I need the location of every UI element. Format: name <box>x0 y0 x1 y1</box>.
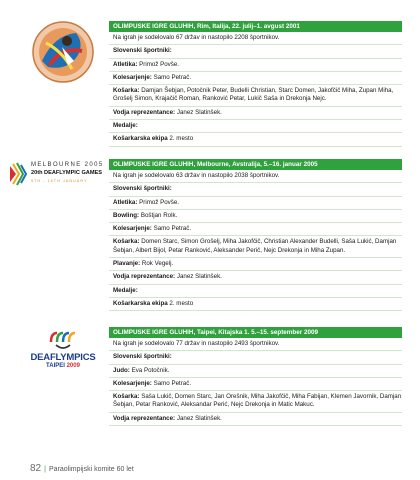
sport-row: Atletika: Primož Povše. <box>109 197 402 210</box>
games-section-rome-2001 <box>109 21 402 147</box>
sport-row: Bowling: Boštjan Rolk. <box>109 210 402 223</box>
sport-row: Judo: Eva Potočnik. <box>109 365 402 378</box>
sport-row: Plavanje: Rok Vegelj. <box>109 258 402 271</box>
medals-label: Medalje: <box>109 120 402 133</box>
games-section-melbourne-2005 <box>109 159 402 311</box>
sport-row: Košarka: Saša Lukič, Domen Starc, Jan Orešnik, Miha Jakofčič, Miha Fabijan, Klemen Javornik, Damjan Šebjan, Petar Ranković, Aleksandar Perić, Nejc Drekonja in Matic Makuc. <box>109 391 402 413</box>
taipei-logo-city: TAIPEI <box>46 363 67 369</box>
medal-row: Košarkarska ekipa 2. mesto <box>109 133 402 146</box>
sport-row: Kolesarjenje: Samo Petrač. <box>109 72 402 85</box>
page-number: 82 <box>30 463 42 474</box>
section-header: OLIMPUSKE IGRE GLUHIH, Rim, Italija, 22. julij–1. avgust 2001 <box>109 21 402 32</box>
taipei-logo-title: DEAFLYMPICS <box>30 352 96 363</box>
taipei-logo-subtitle <box>28 363 98 369</box>
page-footer <box>30 463 134 474</box>
footer-text: Paraolimpijski komite 60 let <box>48 466 134 473</box>
melbourne-logo-line3: 5TH - 16TH JANUARY <box>31 179 88 183</box>
section-header: OLIMPUSKE IGRE GLUHIH, Melbourne, Avstralija, 5.–16. januar 2005 <box>109 159 402 170</box>
melbourne-logo-line2: 20th DEAFLYMPIC GAMES <box>31 170 102 176</box>
team-leader-row: Vodja reprezentance: Janez Slatinšek. <box>109 413 402 426</box>
sport-row: Kolesarjenje: Samo Petrač. <box>109 223 402 236</box>
games-section-taipei-2009 <box>109 327 402 426</box>
medals-label: Medalje: <box>109 285 402 298</box>
footer-separator: | <box>44 466 46 473</box>
team-leader-row: Vodja reprezentance: Janez Slatinšek. <box>109 107 402 120</box>
sport-row: Atletika: Primož Povše. <box>109 59 402 72</box>
taipei-logo-year: 2009 <box>66 363 80 369</box>
athletes-label: Slovenski športniki: <box>109 45 402 58</box>
melbourne-logo-line1: MELBOURNE 2005 <box>31 162 104 168</box>
athletes-label: Slovenski športniki: <box>109 351 402 364</box>
melbourne-2005-logo <box>8 160 104 188</box>
taipei-2009-logo <box>28 330 98 380</box>
section-intro: Na igrah je sodelovalo 63 držav in nastopilo 2038 športnikov. <box>109 170 402 183</box>
section-intro: Na igrah je sodelovalo 67 držav in nastopilo 2208 športnikov. <box>109 32 402 45</box>
medal-row: Košarkarska ekipa 2. mesto <box>109 298 402 311</box>
section-intro: Na igrah je sodelovalo 77 držav in nastopilo 2493 športnikov. <box>109 338 402 351</box>
rome-2001-logo <box>32 21 94 83</box>
team-leader-row: Vodja reprezentance: Janez Slatinšek. <box>109 271 402 284</box>
deaflympics-mark-icon <box>28 330 98 352</box>
sport-row: Košarka: Domen Starc, Simon Grošelj, Miha Jakofčič, Christian Alexander Budelli, Saša Lukić, Damjan Šebjan, Albert Bijol, Petar Ranković, Aleksander Perič, Nejc Drekonja in Miha Zupan. <box>109 236 402 258</box>
sport-row: Kolesarjenje: Samo Petrač. <box>109 378 402 391</box>
sport-row: Košarka: Damjan Šebjan, Potočnik Peter, Budelli Christian, Starc Domen, Jakofčič Miha, Zupan Miha, Grošelj Simon, Krajačič Roman, Ranković Petar, Lukič Saša in Drekonja Nejc. <box>109 85 402 107</box>
section-header: OLIMPUSKE IGRE GLUHIH, Taipei, Kitajska 1. 5.–15. september 2009 <box>109 327 402 338</box>
athletes-label: Slovenski športniki: <box>109 183 402 196</box>
